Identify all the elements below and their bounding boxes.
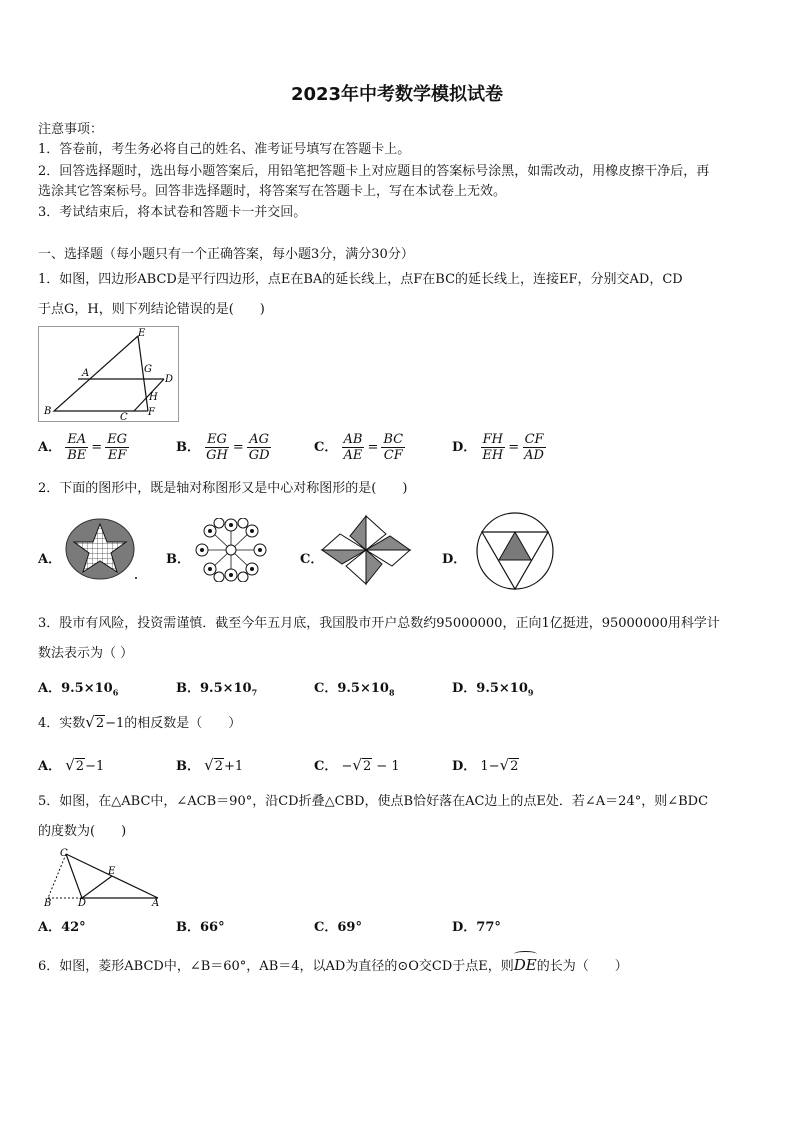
q1-label-a: A <box>82 368 90 379</box>
section-heading: 一、选择题（每小题只有一个正确答案，每小题3分，满分30分） <box>38 247 414 262</box>
q4-a-rad: 2 <box>75 759 85 774</box>
q4-c-pre: − <box>341 759 353 774</box>
q3-text-1: 3．股市有风险，投资需谨慎．截至今年五月底，我国股市开户总数约95000000，正向1亿挺进，95000000用科学计 <box>38 616 720 631</box>
q1-label-d: D <box>165 374 174 385</box>
q4-c-rad: 2 <box>362 759 372 774</box>
q1-label-b: B <box>44 406 52 417</box>
q1-label-g: G <box>144 364 152 375</box>
q4-c-letter: C． <box>314 759 338 774</box>
q1-d-rd: AD <box>524 448 544 463</box>
q6-text <box>38 952 628 977</box>
notice-item-2b: 选涂其它答案标号。回答非选择题时，将答案写在答题卡上，写在本试卷上无效。 <box>38 184 507 199</box>
q4-radicand: 2 <box>95 716 105 731</box>
q1-c-rn: BC <box>383 432 404 447</box>
q1-option-d: D． $\frac{FH}{EH}$ = $\frac{CF}{AD}$ <box>452 432 544 463</box>
q5-text-1: 5．如图，在△ABC中，∠ACB＝90°，沿CD折叠△CBD，使点B恰好落在AC边上的点E处．若∠A＝24°，则∠BDC <box>38 794 709 809</box>
q3-a-letter: A． <box>38 681 62 696</box>
q1-text-2: 于点G，H，则下列结论错误的是( ) <box>38 302 265 317</box>
q1-label-h: H <box>149 392 158 403</box>
q1-option-b: B． $\frac{EG}{GH}$ = $\frac{AG}{GD}$ <box>176 432 270 463</box>
q1-option-a-letter: A． <box>38 440 62 455</box>
q3-option-c <box>314 677 395 698</box>
q4-a-post: −1 <box>85 759 105 774</box>
q1-b-ld: GH <box>206 448 228 463</box>
q2-option-a-letter: A． <box>38 552 62 567</box>
q6-text-tail: 的长为（ ） <box>536 959 628 974</box>
q1-b-ln: EG <box>207 432 227 447</box>
q5-label-a: A <box>152 898 160 906</box>
q3-option-d <box>452 677 533 698</box>
q1-b-rn: AG <box>249 432 270 447</box>
q1-figure <box>38 326 180 422</box>
q4-a-letter: A． <box>38 759 62 774</box>
q1-d-ln: FH <box>482 432 504 447</box>
q4-text: 4．实数√2−1的相反数是（ ） <box>38 713 242 731</box>
q4-b-post: +1 <box>223 759 244 774</box>
q6-arc-de: DE <box>513 956 537 974</box>
q1-d-rn: CF <box>524 432 544 447</box>
q2-figure-a <box>62 518 142 582</box>
q3-c-letter: C． <box>314 681 338 696</box>
q3-b-exp: 7 <box>251 687 258 698</box>
q4-pre: 4．实数 <box>38 716 86 731</box>
q2-text: 2．下面的图形中，既是轴对称图形又是中心对称图形的是( ) <box>38 481 408 496</box>
q1-option-a: A． $\frac{EA}{BE}$ = $\frac{EG}{EF}$ <box>38 432 128 463</box>
q4-b-rad: 2 <box>214 759 223 774</box>
q1-label-f: F <box>148 407 155 418</box>
q1-a-rd: EF <box>107 448 127 463</box>
notice-item-2a: 2．回答选择题时，选出每小题答案后，用铅笔把答题卡上对应题目的答案标号涂黑，如需改动，用橡皮擦干净后，再 <box>38 164 710 179</box>
q1-option-c-letter: C． <box>314 440 338 455</box>
q4-d-pre: 1− <box>480 759 500 774</box>
q3-text-2: 数法表示为（ ） <box>38 646 134 661</box>
q2-figure-c <box>320 514 412 586</box>
q2-figure-d <box>474 510 556 592</box>
q1-option-c: C． $\frac{AB}{AE}$ = $\frac{BC}{CF}$ <box>314 432 404 463</box>
q5-text-2: 的度数为( ) <box>38 824 127 839</box>
q1-a-ln: EA <box>67 432 87 447</box>
notice-item-3: 3．考试结束后，将本试卷和答题卡一并交回。 <box>38 205 307 220</box>
q3-d-base: 9.5×10 <box>476 681 528 696</box>
q1-option-b-letter: B． <box>176 440 200 455</box>
q4-option-d: D． 1−√2 <box>452 756 519 774</box>
q5-option-d: D．77° <box>452 920 501 935</box>
q4-option-b: B． √2+1 <box>176 756 244 774</box>
q4-option-a: A． √2−1 <box>38 756 105 774</box>
q1-option-d-letter: D． <box>452 440 477 455</box>
q1-label-e: E <box>138 328 146 339</box>
q4-post: 的相反数是（ ） <box>124 716 242 731</box>
q1-a-ld: BE <box>67 448 87 463</box>
q5-label-d: D <box>78 898 87 906</box>
q5-figure <box>40 846 168 906</box>
q3-option-a <box>38 677 118 698</box>
q3-c-base: 9.5×10 <box>337 681 389 696</box>
q1-c-ln: AB <box>343 432 363 447</box>
notice-heading: 注意事项： <box>38 122 104 137</box>
q5-label-e: E <box>108 866 116 877</box>
q4-d-rad: 2 <box>510 759 519 774</box>
q3-d-exp: 9 <box>527 687 534 698</box>
q3-c-exp: 8 <box>388 687 395 698</box>
q5-label-c: C <box>60 848 68 859</box>
q2-option-d-letter: D． <box>442 552 467 567</box>
q1-d-ld: EH <box>482 448 504 463</box>
q4-b-letter: B． <box>176 759 200 774</box>
page-title: 2023年中考数学模拟试卷 <box>290 84 504 105</box>
q2-figure-b <box>192 518 270 582</box>
q1-a-rn: EG <box>107 432 128 447</box>
q4-expr-tail: −1 <box>105 716 125 731</box>
q3-b-base: 9.5×10 <box>200 681 252 696</box>
q5-label-b: B <box>44 898 52 906</box>
q3-a-exp: 6 <box>112 687 119 698</box>
notice-item-1: 1．答卷前，考生务必将自己的姓名、准考证号填写在答题卡上。 <box>38 142 411 157</box>
q1-c-rd: CF <box>383 448 403 463</box>
q5-option-c: C．69° <box>314 920 362 935</box>
q5-option-b: B．66° <box>176 920 225 935</box>
q4-c-post: − 1 <box>372 759 400 774</box>
q3-d-letter: D． <box>452 681 477 696</box>
q1-label-c: C <box>120 412 128 422</box>
q1-c-ld: AE <box>343 448 363 463</box>
q3-b-letter: B． <box>176 681 200 696</box>
q4-d-letter: D． <box>452 759 477 774</box>
q3-a-base: 9.5×10 <box>61 681 113 696</box>
q4-option-c: C． −√2 − 1 <box>314 756 400 774</box>
q1-text-1: 1．如图，四边形ABCD是平行四边形，点E在BA的延长线上，点F在BC的延长线上，连接EF，分别交AD，CD <box>38 272 683 287</box>
q6-text-main: 6．如图，菱形ABCD中，∠B＝60°，AB＝4，以AD为直径的⊙O交CD于点E，则 <box>38 959 514 974</box>
q1-b-rd: GD <box>248 448 270 463</box>
q2-option-c-letter: C． <box>300 552 324 567</box>
q5-option-a: A．42° <box>38 920 86 935</box>
q2-option-b-letter: B． <box>166 552 190 567</box>
q3-option-b <box>176 677 257 698</box>
